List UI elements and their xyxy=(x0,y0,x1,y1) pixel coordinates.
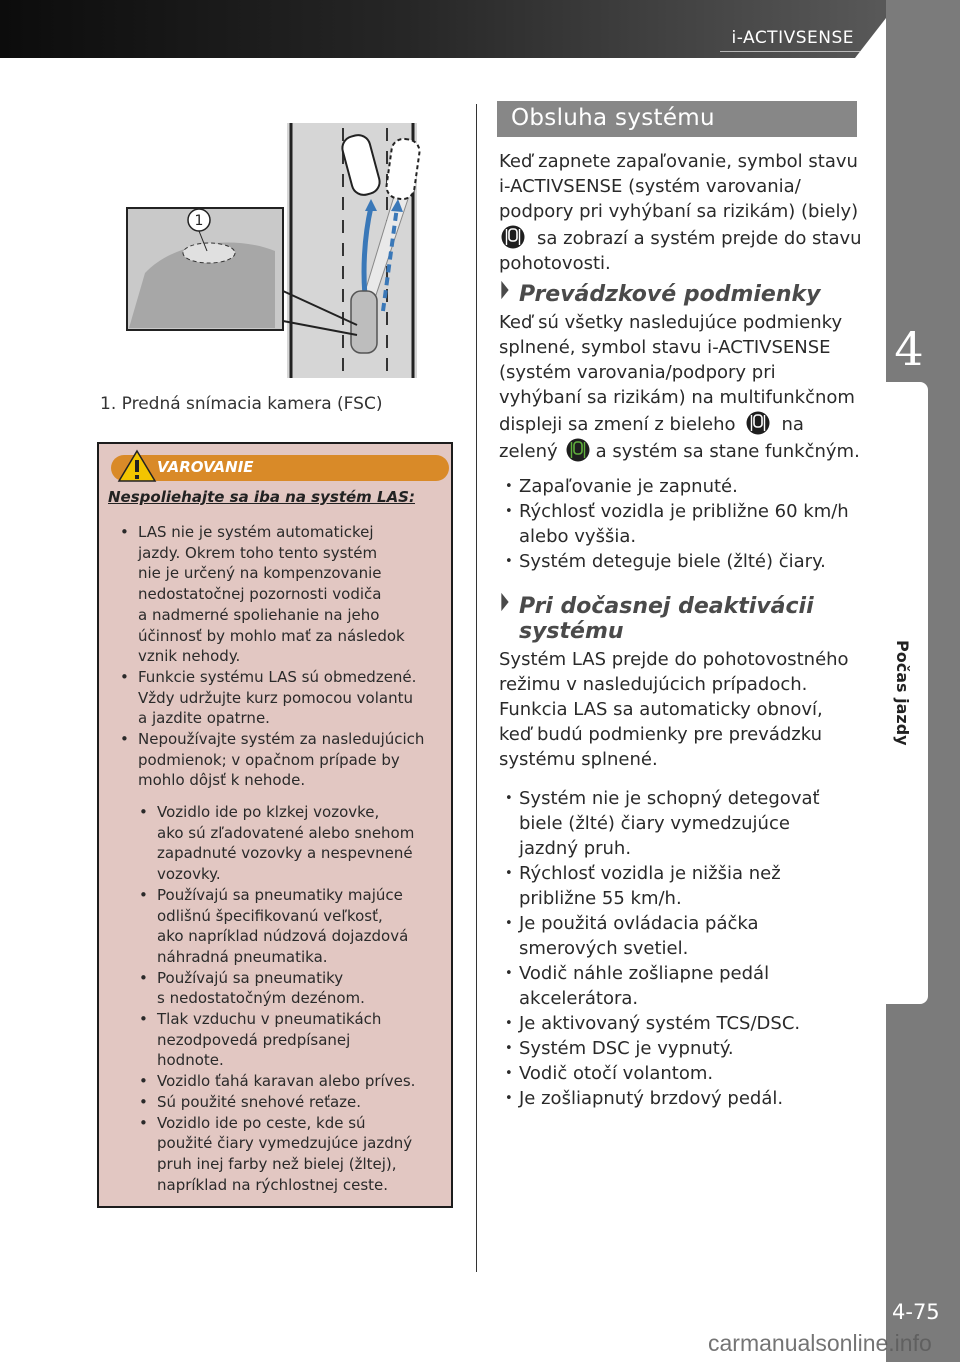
warning-sublist xyxy=(139,802,415,1195)
column-divider xyxy=(476,104,477,1272)
chapter-label-wrap xyxy=(890,640,920,746)
subsection-heading-operating: Prevádzkové podmienky xyxy=(499,279,820,307)
intro-paragraph: Keď zapnete zapaľovanie, symbol stavu i-ACTIVSENSE (systém varovania/ podpory pri vyhýbaní sa rizikám) (biely) sa zobrazí a systém prejde do stavu pohotovosti. xyxy=(499,151,862,274)
warning-heading: Nespoliehajte sa iba na systém LAS: xyxy=(108,488,415,506)
list-item: • Vodič náhle zošliapne pedál akcelerátora. xyxy=(505,961,820,1011)
warning-subitem: • Používajú sa pneumatiky s nedostatočným dezénom. xyxy=(139,968,415,1009)
warning-box xyxy=(97,442,453,1208)
section-heading: Obsluha systému xyxy=(511,105,715,131)
chapter-label: Počas jazdy xyxy=(893,640,912,746)
warning-subitem: • Vozidlo ide po ceste, kde sú použité čiary vymedzujúce jazdný pruh inej farby než bielej (žltej), napríklad na rýchlostnej ceste. xyxy=(139,1113,415,1196)
chevron-icon xyxy=(499,279,511,301)
warning-item: • Funkcie systému LAS sú obmedzené. Vždy udržujte kurz pomocou volantu a jazdite opatrne. xyxy=(120,667,424,729)
list-item: • Systém DSC je vypnutý. xyxy=(505,1036,820,1061)
list-item: • Je aktivovaný systém TCS/DSC. xyxy=(505,1011,820,1036)
section-title: i-ACTIVSENSE xyxy=(731,28,854,48)
warning-subitem: • Vozidlo ťahá karavan alebo príves. xyxy=(139,1071,415,1092)
header-rule xyxy=(720,51,860,52)
warning-subitem: • Vozidlo ide po klzkej vozovke, ako sú zľadovatené alebo snehom zapadnuté vozovky a nespevnené vozovky. xyxy=(139,802,415,885)
callout-number: 1 xyxy=(194,213,204,229)
camera-illustration xyxy=(125,123,425,378)
watermark: carmanualsonline.info xyxy=(708,1330,932,1356)
warning-triangle-icon xyxy=(117,449,157,483)
list-item: • Zapaľovanie je zapnuté. xyxy=(505,474,849,499)
section-header xyxy=(497,101,857,137)
warning-subitem: • Používajú sa pneumatiky majúce odlišnú špecifikovanú veľkosť, ako napríklad núdzová dojazdová náhradná pneumatika. xyxy=(139,885,415,968)
chevron-icon xyxy=(499,591,511,613)
warning-subitem: • Sú použité snehové reťaze. xyxy=(139,1092,415,1113)
warning-subitem: • Tlak vzduchu v pneumatikách nezodpovedá predpísanej hodnote. xyxy=(139,1009,415,1071)
warning-item: • Nepoužívajte systém za nasledujúcich podmienok; v opačnom prípade by mohlo dôjsť k nehode. xyxy=(120,729,424,791)
list-item: • Rýchlosť vozidla je približne 60 km/h alebo vyššia. xyxy=(505,499,849,549)
operating-paragraph: Keď sú všetky nasledujúce podmienky splnené, symbol stavu i-ACTIVSENSE (systém varovania/podpory pri vyhýbaní sa rizikám) na multifunkčnom displeji sa zmení z bieleho na zelený a systém sa stane funkčným. xyxy=(499,312,860,462)
lane-status-icon-white xyxy=(746,410,770,436)
page-number: 4-75 xyxy=(892,1300,940,1324)
list-item: • Systém nie je schopný detegovať biele (žlté) čiary vymedzujúce jazdný pruh. xyxy=(505,786,820,861)
figure-caption: 1. Predná snímacia kamera (FSC) xyxy=(100,394,383,414)
warning-label: VAROVANIE xyxy=(157,458,254,476)
lane-status-icon-white xyxy=(501,224,525,250)
list-item: • Je zošliapnutý brzdový pedál. xyxy=(505,1086,820,1111)
warning-item: • LAS nie je systém automatickej jazdy. Okrem toho tento systém nie je určený na kompenzovanie nedostatočnej pozornosti vodiča a nadmerné spoliehanie na jeho účinnosť by mohlo mať za následok vznik nehody. xyxy=(120,522,424,667)
operating-conditions-list xyxy=(505,474,849,574)
list-item: • Je použitá ovládacia páčka smerových svetiel. xyxy=(505,911,820,961)
list-item: • Vodič otočí volantom. xyxy=(505,1061,820,1086)
warning-list xyxy=(120,522,424,791)
deactivation-paragraph: Systém LAS prejde do pohotovostného režimu v nasledujúcich prípadoch. Funkcia LAS sa automaticky obnoví, keď budú podmienky pre prevádzku systému splnené. xyxy=(499,649,849,770)
list-item: • Systém deteguje biele (žlté) čiary. xyxy=(505,549,849,574)
list-item: • Rýchlosť vozidla je nižšia než približne 55 km/h. xyxy=(505,861,820,911)
chapter-number: 4 xyxy=(894,322,924,376)
lane-status-icon-green xyxy=(566,437,590,463)
subsection-heading-deactivation: Pri dočasnej deaktivácii systému xyxy=(499,591,814,644)
deactivation-conditions-list xyxy=(505,786,820,1111)
